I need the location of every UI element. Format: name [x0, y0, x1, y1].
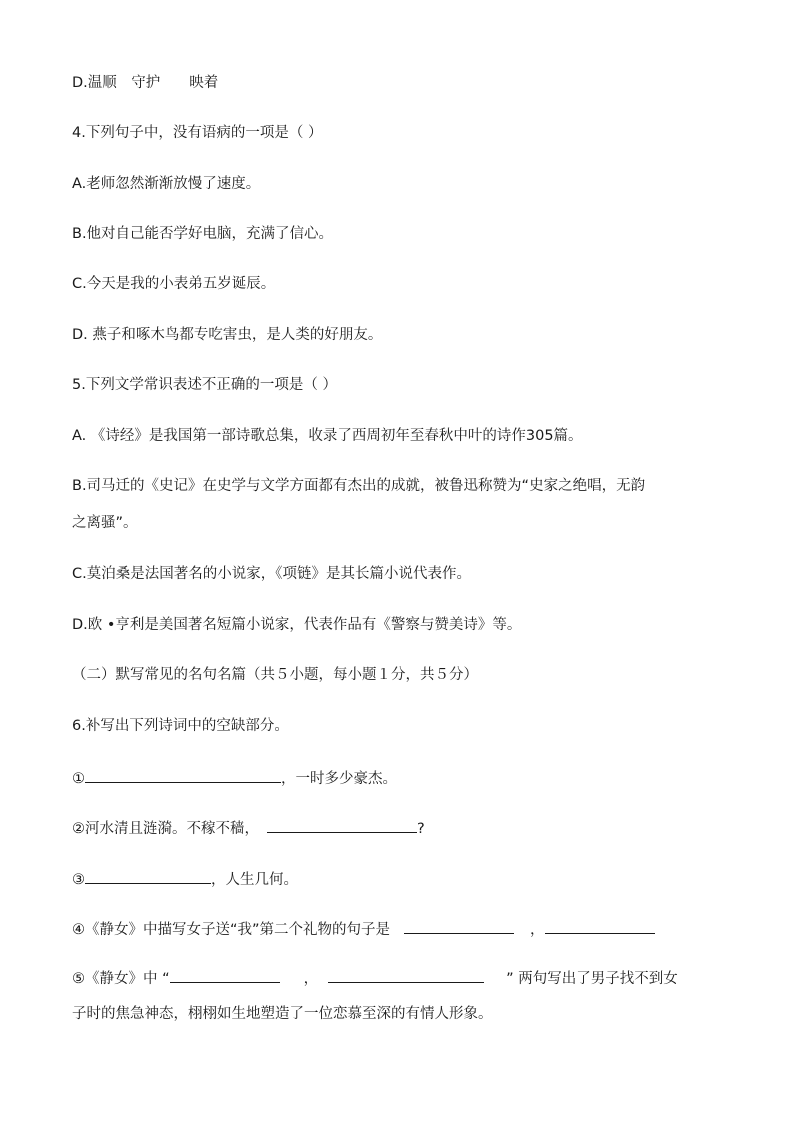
- fill-item-3-suffix: ，人生几何。: [211, 872, 298, 888]
- option-d-q5: D.欧 •亨利是美国著名短篇小说家，代表作品有《警察与赞美诗》等。: [72, 617, 522, 633]
- fill-item-4-separator: ，: [530, 922, 545, 938]
- fill-item-1: [72, 766, 397, 790]
- fill-item-1-prefix: ①: [72, 771, 85, 787]
- answer-blank-5b[interactable]: [328, 966, 484, 983]
- question-4: 4.下列句子中，没有语病的一项是（ ）: [72, 125, 323, 141]
- answer-blank-1[interactable]: [85, 766, 281, 783]
- option-a-q5: A. 《诗经》是我国第一部诗歌总集，收录了西周初年至春秋中叶的诗作305篇。: [72, 428, 583, 444]
- answer-blank-4b[interactable]: [545, 917, 655, 934]
- option-b-q5-line1: B.司马迁的《史记》在史学与文学方面都有杰出的成就，被鲁迅称赞为“史家之绝唱，无韵: [72, 478, 646, 494]
- fill-item-2: [72, 816, 425, 840]
- fill-item-3-prefix: ③: [72, 872, 85, 888]
- fill-item-4-prefix: ④《静女》中描写女子送“我”第二个礼物的句子是: [72, 922, 391, 938]
- answer-blank-3[interactable]: [85, 867, 211, 884]
- fill-item-1-suffix: ，一时多少豪杰。: [281, 771, 397, 787]
- option-b-q5-line2: 之离骚”。: [72, 515, 138, 531]
- option-c-q5: C.莫泊桑是法国著名的小说家，《项链》是其长篇小说代表作。: [72, 566, 471, 582]
- fill-item-5-suffix: ” 两句写出了男子找不到女: [506, 971, 678, 987]
- fill-item-2-prefix: ②河水清且涟漪。不稼不穑，: [72, 821, 259, 837]
- fill-item-3: [72, 867, 298, 891]
- answer-blank-2[interactable]: [267, 816, 417, 833]
- option-a-q4: A.老师忽然渐渐放慢了速度。: [72, 176, 261, 192]
- option-d-q3: D.温顺 守护 映着: [72, 75, 219, 91]
- answer-blank-5a[interactable]: [170, 966, 280, 983]
- section-heading: （二）默写常见的名句名篇（共５小题，每小题１分，共５分）: [72, 667, 478, 683]
- question-5: 5.下列文学常识表述不正确的一项是（ ）: [72, 377, 337, 393]
- answer-blank-4a[interactable]: [404, 917, 514, 934]
- fill-item-5-prefix: ⑤《静女》中 “: [72, 971, 170, 987]
- fill-item-2-suffix: ?: [417, 821, 425, 837]
- question-6: 6.补写出下列诗词中的空缺部分。: [72, 718, 289, 734]
- option-b-q4: B.他对自己能否学好电脑，充满了信心。: [72, 226, 334, 242]
- option-d-q4: D. 燕子和啄木鸟都专吃害虫，是人类的好朋友。: [72, 327, 383, 343]
- fill-item-5-continuation: 子时的焦急神态，栩栩如生地塑造了一位恋慕至深的有情人形象。: [72, 1006, 493, 1022]
- fill-item-5-separator: ，: [303, 971, 319, 987]
- fill-item-5: [72, 966, 678, 990]
- fill-item-4: [72, 917, 655, 941]
- option-c-q4: C.今天是我的小表弟五岁诞辰。: [72, 276, 276, 292]
